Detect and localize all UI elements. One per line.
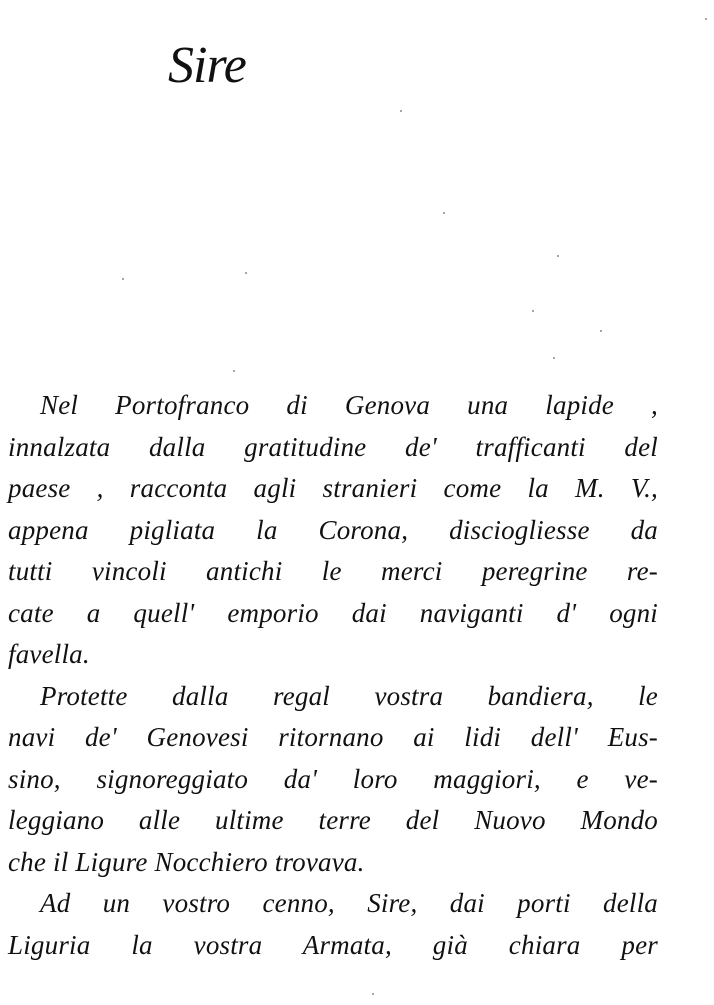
text-line: leggiano alle ultime terre del Nuovo Mondo (8, 805, 658, 835)
paragraph (8, 883, 658, 966)
text-line: Liguria la vostra Armata, già chiara per (8, 929, 658, 960)
text-line: cate a quell' emporio dai naviganti d' ogni (8, 597, 658, 628)
text-line: tutti vincoli antichi le merci peregrine re- (8, 556, 658, 586)
text-line: Protette dalla regal vostra bandiera, le (40, 680, 658, 711)
text-line: Nel Portofranco di Genova una lapide , (40, 390, 658, 420)
print-speck (372, 993, 374, 995)
print-speck (557, 255, 559, 257)
print-speck (122, 278, 124, 280)
print-speck (245, 272, 247, 274)
text-line: favella. (8, 639, 90, 669)
print-speck (705, 18, 707, 20)
print-speck (233, 370, 235, 372)
text-line: innalzata dalla gratitudine de' trafficanti del (8, 431, 658, 462)
print-speck (553, 357, 555, 359)
print-speck (400, 110, 402, 112)
text-line: appena pigliata la Corona, disciogliesse da (8, 514, 658, 545)
text-line: che il Ligure Nocchiero trovava. (8, 846, 365, 877)
text-line: navi de' Genovesi ritornano ai lidi dell' Eus- (8, 722, 658, 752)
text-line: Ad un vostro cenno, Sire, dai porti della (40, 888, 658, 918)
paragraph (8, 385, 658, 676)
print-speck (532, 310, 534, 312)
print-speck (443, 212, 445, 214)
text-line: sino, signoreggiato da' loro maggiori, e ve- (8, 763, 658, 794)
body-text (8, 385, 658, 966)
salutation-heading: Sire (168, 37, 246, 94)
paragraph (8, 676, 658, 884)
text-line: paese , racconta agli stranieri come la M. V., (8, 473, 658, 503)
print-speck (600, 330, 602, 332)
